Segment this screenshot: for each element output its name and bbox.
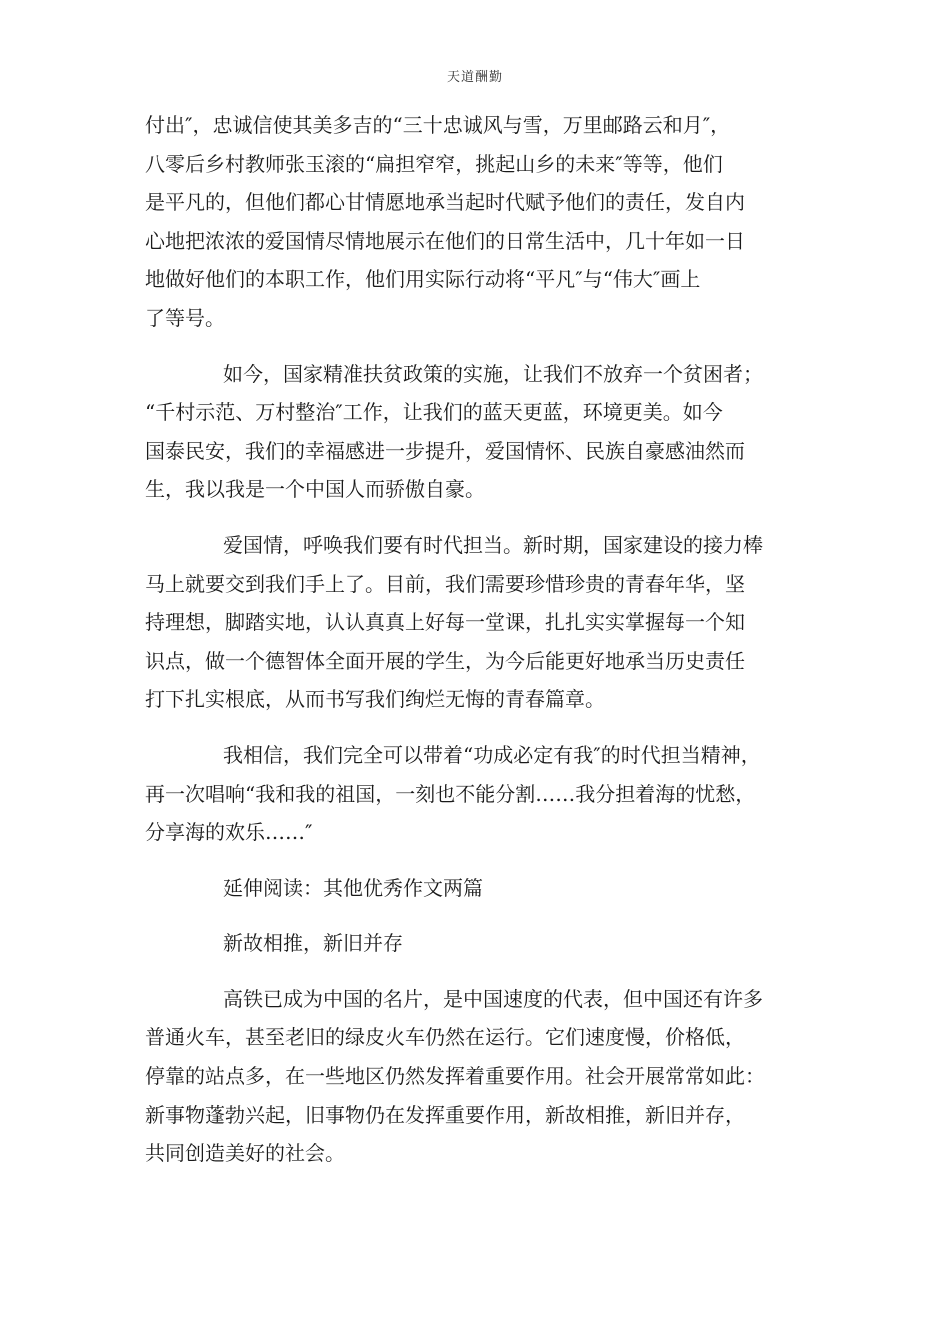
text-line: 八零后乡村教师张玉滚的“扁担窄窄，挑起山乡的未来″等等，他们	[145, 151, 723, 176]
text-line: 爱国情，呼唤我们要有时代担当。新时期，国家建设的接力棒	[223, 532, 763, 557]
text-line: 了等号。	[145, 305, 225, 330]
text-line: 普通火车，甚至老旧的绿皮火车仍然在运行。它们速度慢，价格低，	[145, 1025, 745, 1050]
text-line: 分享海的欢乐……″	[145, 820, 313, 845]
essay-title	[145, 924, 810, 963]
paragraph	[145, 736, 810, 852]
text-line: 新事物蓬勃兴起，旧事物仍在发挥重要作用，新故相推，新旧并存，	[145, 1102, 745, 1127]
text-line: 延伸阅读：其他优秀作文两篇	[223, 875, 483, 900]
document-body	[145, 106, 810, 1190]
text-line: 共同创造美好的社会。	[145, 1141, 345, 1166]
paragraph	[145, 106, 810, 338]
text-line: 国泰民安，我们的幸福感进一步提升，爱国情怀、民族自豪感油然而	[145, 438, 745, 463]
text-line: 付出″，忠诚信使其美多吉的“三十忠诚风与雪，万里邮路云和月″，	[145, 113, 731, 137]
text-line: 是平凡的，但他们都心甘情愿地承当起时代赋予他们的责任，发自内	[145, 190, 745, 215]
text-line: 生，我以我是一个中国人而骄傲自豪。	[145, 477, 485, 502]
text-line: 高铁已成为中国的名片，是中国速度的代表，但中国还有许多	[223, 986, 763, 1011]
text-line: 打下扎实根底，从而书写我们绚烂无悔的青春篇章。	[145, 687, 605, 712]
text-line: 我相信，我们完全可以带着“功成必定有我″的时代担当精神，	[223, 742, 761, 767]
text-line: “千村示范、万村整治″工作，让我们的蓝天更蓝，环境更美。如今	[145, 400, 723, 425]
paragraph	[145, 526, 810, 719]
text-line: 马上就要交到我们手上了。目前，我们需要珍惜珍贵的青春年华，坚	[145, 571, 745, 596]
text-line: 再一次唱响“我和我的祖国，一刻也不能分割……我分担着海的忧愁，	[145, 781, 756, 806]
paragraph	[145, 980, 810, 1173]
text-line: 持理想，脚踏实地，认认真真上好每一堂课，扎扎实实掌握每一个知	[145, 610, 745, 635]
text-line: 如今，国家精准扶贫政策的实施，让我们不放弃一个贫困者；	[223, 361, 763, 386]
text-line: 停靠的站点多，在一些地区仍然发挥着重要作用。社会开展常常如此：	[145, 1064, 765, 1089]
text-line: 识点，做一个德智体全面开展的学生，为今后能更好地承当历史责任	[145, 648, 745, 673]
paragraph	[145, 355, 810, 509]
text-line: 心地把浓浓的爱国情尽情地展示在他们的日常生活中，几十年如一日	[145, 228, 745, 253]
page-header: 天道酬勤	[446, 70, 503, 85]
section-heading	[145, 869, 810, 908]
text-line: 地做好他们的本职工作，他们用实际行动将“平凡″与“伟大″画上	[145, 267, 701, 292]
text-line: 新故相推，新旧并存	[223, 931, 403, 956]
